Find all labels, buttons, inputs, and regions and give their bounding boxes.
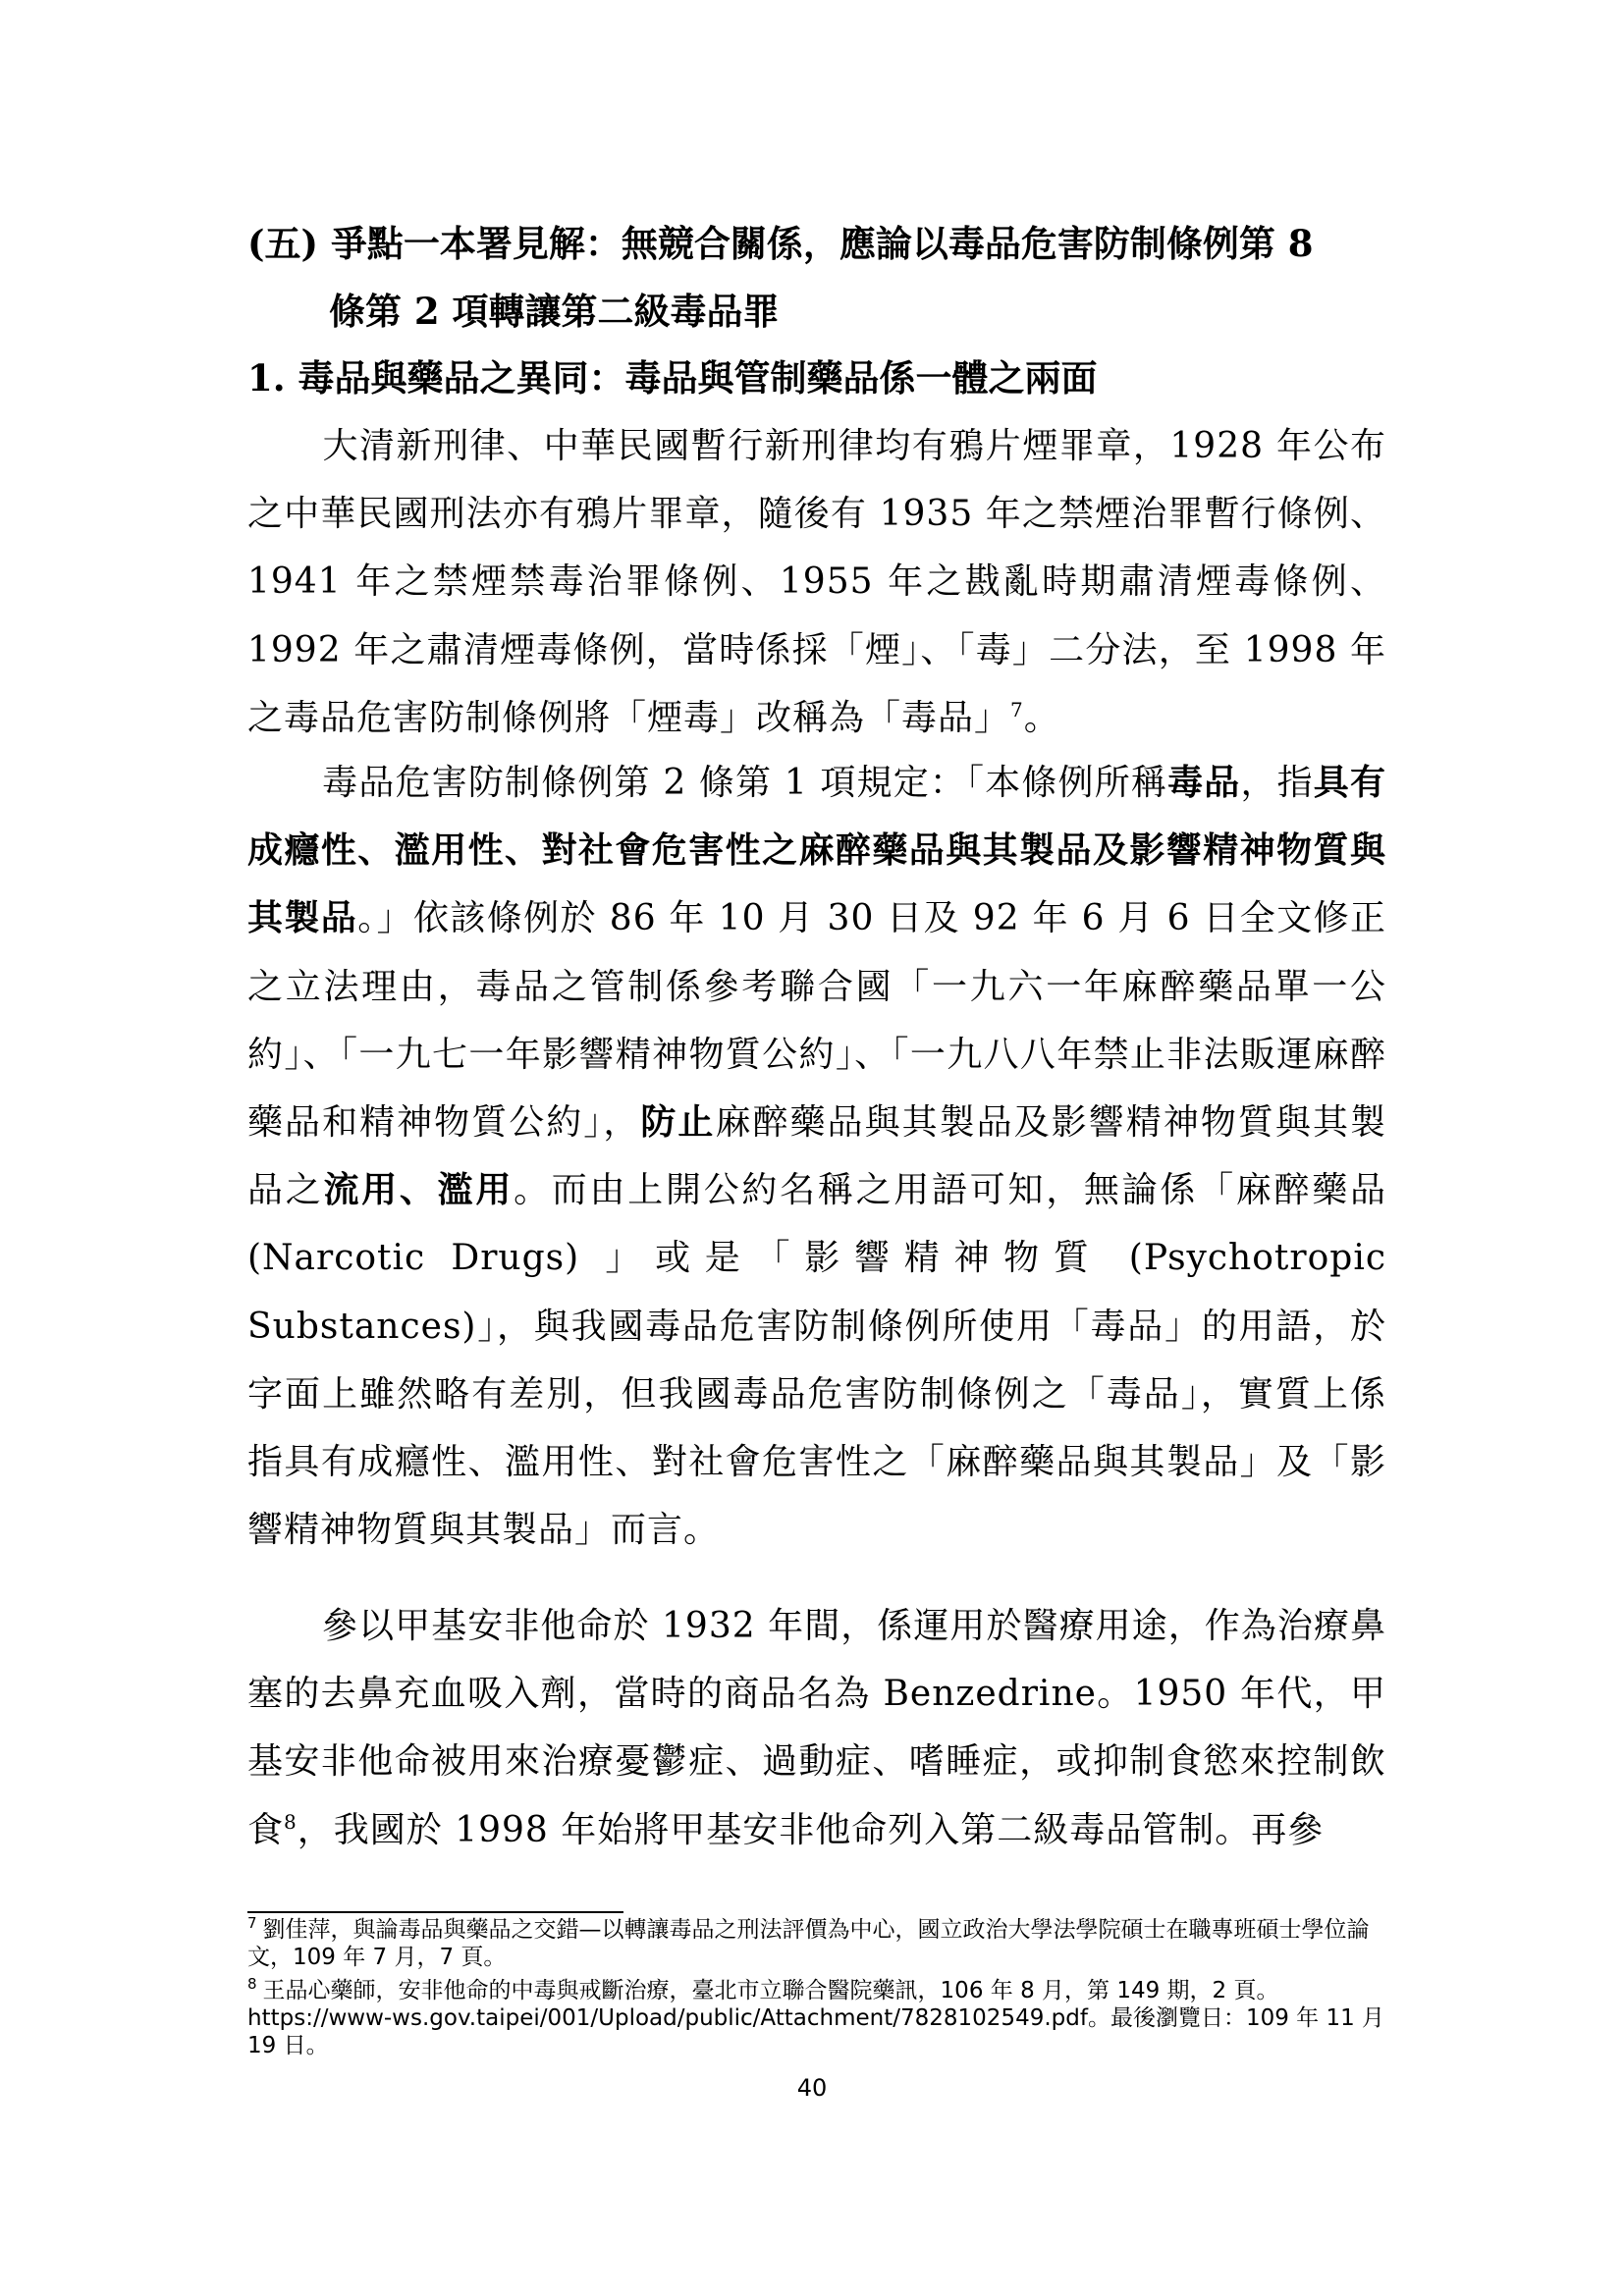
footnote-text: 劉佳萍，與論毒品與藥品之交錯—以轉讓毒品之刑法評價為中心，國立政治大學法學院碩士在職專班碩士學位論文，109 年 7 月，7 頁。 bbox=[247, 1917, 1370, 1970]
footnote-ref-8[interactable]: 8 bbox=[284, 1809, 298, 1834]
para3-text-1: 參以甲基安非他命於 1932 年間，係運用於醫療用途，作為治療鼻塞的去鼻充血吸入劑，當時的商品名為 Benzedrine。1950 年代，甲基安非他命被用來治療憂鬱症、過動症、嗜睡症，或抑制食慾來控制飲食 bbox=[247, 1606, 1386, 1850]
paragraph-definition bbox=[247, 749, 1386, 1564]
footnote-ref-7[interactable]: 7 bbox=[1010, 697, 1024, 721]
para2-text-3: 。」依該條例於 86 年 10 月 30 日及 92 年 6 月 6 日全文修正之立法理由，毒品之管制係參考聯合國「一九六一年麻醉藥品單一公約」、「一九七一年影響精神物質公約」、「一九八八年禁止非法販運麻醉藥品和精神物質公約」， bbox=[247, 898, 1386, 1144]
section-heading: (五) 爭點一本署見解：無競合關係，應論以毒品危害防制條例第 8 bbox=[247, 222, 1314, 265]
para2-text-5: 。而由上開公約名稱之用語可知，無論係「麻醉藥品 (Narcotic Drugs) 」或是「影響精神物質 (Psychotropic Substances)」，與我國毒品危害防制條例所使用「毒品」的用語，於字面上雖然略有差別，但我國毒品危害防制條例之「毒品」，實質上係指具有成癮性、濫用性、對社會危害性之「麻醉藥品與其製品」及「影響精神物質與其製品」而言。 bbox=[247, 1170, 1386, 1551]
para2-bold-misuse: 流用、濫用 bbox=[323, 1169, 514, 1211]
para2-text-2: ，指 bbox=[1240, 763, 1314, 803]
para2-bold-drug: 毒品 bbox=[1167, 762, 1241, 803]
para2-bold-definition: 具有成癮性、濫用性、對社會危害性之麻醉藥品與其製品及影響精神物質與其製品 bbox=[247, 762, 1386, 939]
paragraph-methamphetamine bbox=[247, 1592, 1386, 1864]
para2-bold-prevent: 防止 bbox=[640, 1101, 716, 1144]
footnote-text: 王品心藥師，安非他命的中毒與戒斷治療，臺北市立聯合醫院藥訊，106 年 8 月，第 149 期，2 頁。https://www-ws.gov.taipei/001/Upload/public/Attachment/7828102549.pdf。最後瀏覽日：109 年 11 月 19 日。 bbox=[247, 1978, 1385, 2058]
para2-text-4: 麻醉藥品與其製品及影響精神物質與其製品之 bbox=[247, 1102, 1386, 1211]
footnote-7 bbox=[247, 1916, 1386, 1971]
para2-text-1: 毒品危害防制條例第 2 條第 1 項規定：「本條例所稱 bbox=[322, 763, 1168, 803]
para3-text-2: ，我國於 1998 年始將甲基安非他命列入第二級毒品管制。再參 bbox=[297, 1809, 1325, 1850]
footnotes bbox=[247, 1916, 1386, 2065]
footnote-divider bbox=[247, 1911, 623, 1913]
footnote-8 bbox=[247, 1977, 1386, 2059]
paragraph-history-end: 。 bbox=[1023, 697, 1060, 738]
page-number: 40 bbox=[796, 2074, 828, 2102]
paragraph-history bbox=[247, 412, 1386, 752]
subsection-heading: 1. 毒品與藥品之異同：毒品與管制藥品係一體之兩面 bbox=[247, 356, 1098, 400]
section-heading-continued: 條第 2 項轉讓第二級毒品罪 bbox=[329, 290, 780, 333]
paragraph-history-text: 大清新刑律、中華民國暫行新刑律均有鴉片煙罪章，1928 年公布之中華民國刑法亦有鴉片罪章，隨後有 1935 年之禁煙治罪暫行條例、1941 年之禁煙禁毒治罪條例、1955 年之戡亂時期肅清煙毒條例、1992 年之肅清煙毒條例，當時係採「煙」、「毒」二分法，至 1998 年之毒品危害防制條例將「煙毒」改稱為「毒品」 bbox=[247, 426, 1386, 738]
footnote-number: 8 bbox=[247, 1975, 257, 1994]
footnote-number: 7 bbox=[247, 1914, 257, 1933]
